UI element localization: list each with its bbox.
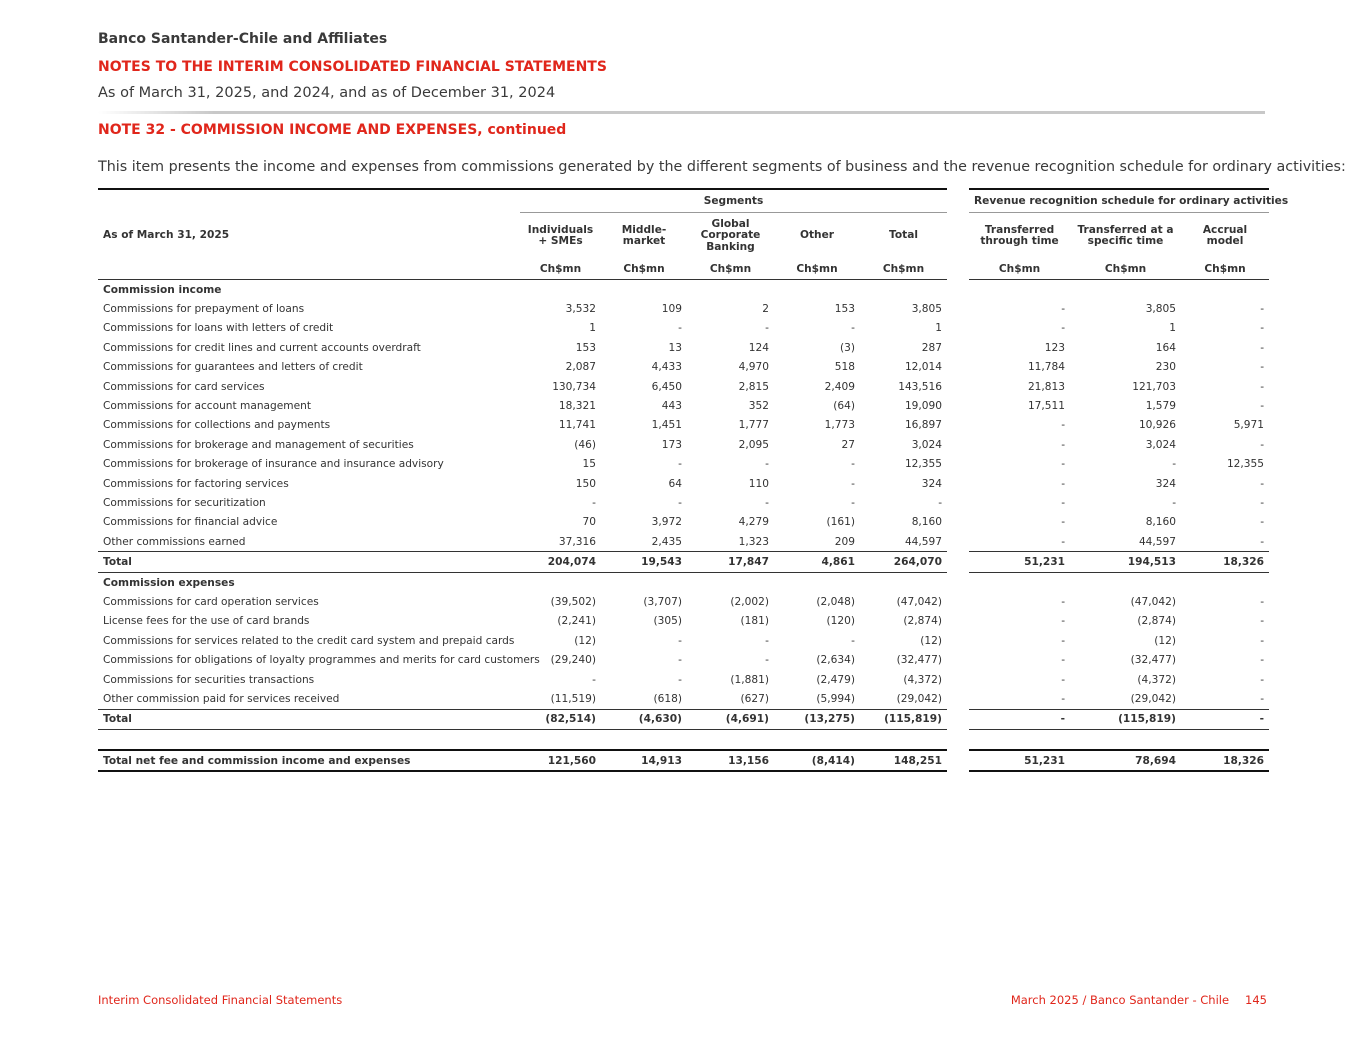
row-label: Total (98, 552, 520, 572)
cell-value: 123 (1044, 341, 1066, 354)
cell-value: (29,240) (550, 654, 596, 667)
cell-value: 64 (668, 477, 682, 490)
expense-row (98, 592, 1269, 611)
cell-value: (39,502) (550, 595, 596, 608)
cell-value: - (851, 634, 855, 647)
cell-value: 1,777 (738, 419, 769, 432)
column-gap (947, 670, 969, 689)
row-label: Commissions for financial advice (103, 516, 278, 529)
cell-value: 11,784 (1027, 361, 1066, 374)
group-header-blank (98, 189, 520, 213)
unit-label: Ch$mn (1070, 259, 1181, 280)
cell-value: 324 (1155, 477, 1177, 490)
cell-value: 78,694 (1070, 750, 1181, 771)
cell-value: 518 (834, 361, 855, 374)
cell-value: 2,095 (738, 438, 769, 451)
cell-value: 209 (834, 535, 855, 548)
cell-value: (46) (574, 438, 596, 451)
cell-value: 51,231 (969, 750, 1070, 771)
cell-value: (115,819) (860, 709, 947, 729)
expense-row (98, 670, 1269, 689)
cell-value: - (1061, 516, 1066, 529)
cell-value: 44,597 (1138, 535, 1177, 548)
cell-value: - (851, 477, 855, 490)
section-filler (520, 280, 1269, 300)
cell-value: 352 (748, 400, 769, 413)
cell-value: 3,972 (651, 516, 682, 529)
cell-value: 1 (589, 322, 596, 335)
cell-value: - (1061, 322, 1066, 335)
cell-value: (3,707) (643, 595, 682, 608)
cell-value: - (1061, 634, 1066, 647)
cell-value: (120) (826, 615, 855, 628)
cell-value: (618) (653, 692, 682, 705)
cell-value: - (592, 496, 596, 509)
cell-value: (32,477) (896, 654, 943, 667)
cell-value: - (938, 496, 943, 509)
cell-value: 124 (748, 341, 769, 354)
note-title: NOTE 32 - COMMISSION INCOME AND EXPENSES, continued (98, 122, 567, 138)
column-gap (947, 455, 969, 474)
as-of-date: As of March 31, 2025, and 2024, and as of December 31, 2024 (98, 85, 556, 101)
cell-value: - (1061, 535, 1066, 548)
income-row (98, 474, 1269, 493)
column-gap (947, 319, 969, 338)
cell-value: - (678, 322, 682, 335)
cell-value: - (851, 322, 855, 335)
cell-value: - (1260, 692, 1265, 705)
cell-value: 4,970 (738, 361, 769, 374)
row-label: Commissions for card operation services (103, 595, 319, 608)
cell-value: (5,994) (816, 692, 855, 705)
cell-value: - (1061, 595, 1066, 608)
cell-value: (64) (833, 400, 855, 413)
cell-value: - (1061, 477, 1066, 490)
cell-value: 2,435 (651, 535, 682, 548)
cell-value: 204,074 (520, 552, 601, 572)
column-gap (947, 396, 969, 415)
cell-value: 37,316 (558, 535, 596, 548)
cell-value: 1,579 (1145, 400, 1177, 413)
cell-value: - (1061, 419, 1066, 432)
section-label: Commission expenses (103, 576, 235, 589)
cell-value: 1,323 (738, 535, 769, 548)
cell-value: - (1260, 380, 1265, 393)
cell-value: 2,815 (738, 380, 769, 393)
column-gap (947, 689, 969, 709)
cell-value: (12) (920, 634, 943, 647)
column-gap (947, 750, 969, 771)
cell-value: 1 (1169, 322, 1177, 335)
row-label: Total net fee and commission income and expenses (98, 750, 520, 771)
cell-value: (8,414) (774, 750, 860, 771)
cell-value: 121,560 (520, 750, 601, 771)
income-row (98, 377, 1269, 396)
cell-value: 1,451 (651, 419, 682, 432)
cell-value: - (1260, 322, 1265, 335)
cell-value: 153 (834, 303, 855, 316)
column-header: Total (889, 229, 918, 242)
footer-publication: March 2025 / Banco Santander - Chile (1010, 993, 1230, 1007)
cell-value: - (765, 458, 769, 471)
cell-value: 173 (661, 438, 682, 451)
income-row (98, 338, 1269, 357)
cell-value: 14,913 (601, 750, 687, 771)
cell-value: (2,241) (557, 615, 596, 628)
row-label: Commissions for credit lines and current accounts overdraft (103, 341, 421, 354)
column-header: Transferred through time (980, 223, 1059, 247)
expense-row (98, 612, 1269, 631)
cell-value: 443 (661, 400, 682, 413)
cell-value: - (1260, 595, 1265, 608)
cell-value: 3,805 (1145, 303, 1177, 316)
page-number: 145 (1245, 993, 1267, 1007)
cell-value: 16,897 (904, 419, 943, 432)
cell-value: 287 (921, 341, 943, 354)
column-gap (947, 552, 969, 572)
column-gap (947, 612, 969, 631)
cell-value: 12,355 (904, 458, 943, 471)
cell-value: - (1260, 341, 1265, 354)
notes-title: NOTES TO THE INTERIM CONSOLIDATED FINANCIAL STATEMENTS (98, 59, 607, 75)
cell-value: 3,805 (911, 303, 943, 316)
cell-value: (12) (574, 634, 596, 647)
cell-value: - (1061, 496, 1066, 509)
cell-value: - (1172, 458, 1177, 471)
column-header: Middle-market (621, 223, 667, 247)
cell-value: - (1260, 477, 1265, 490)
cell-value: (181) (740, 615, 769, 628)
cell-value: 194,513 (1070, 552, 1181, 572)
cell-value: 18,321 (558, 400, 596, 413)
column-gap (947, 213, 969, 260)
cell-value: - (1260, 634, 1265, 647)
cell-value: - (1260, 400, 1265, 413)
cell-value: 148,251 (860, 750, 947, 771)
cell-value: 153 (575, 341, 596, 354)
income-row (98, 532, 1269, 552)
expense-row (98, 631, 1269, 650)
income-row (98, 493, 1269, 512)
cell-value: - (1260, 654, 1265, 667)
column-gap (947, 358, 969, 377)
cell-value: 2,409 (824, 380, 855, 393)
cell-value: - (1260, 496, 1265, 509)
unit-label: Ch$mn (774, 259, 860, 280)
row-label: Commissions for brokerage of insurance and insurance advisory (103, 458, 444, 471)
row-label: Commissions for guarantees and letters of credit (103, 361, 363, 374)
row-label: Commissions for services related to the credit card system and prepaid cards (103, 634, 515, 647)
row-label: Total (98, 709, 520, 729)
row-label: Commissions for account management (103, 400, 311, 413)
cell-value: 70 (582, 516, 596, 529)
cell-value: 11,741 (558, 419, 596, 432)
footer-left: Interim Consolidated Financial Statements (98, 993, 343, 1007)
cell-value: (305) (653, 615, 682, 628)
cell-value: - (1260, 516, 1265, 529)
column-header: Transferred at a specific time (1077, 223, 1174, 247)
unit-label: Ch$mn (687, 259, 774, 280)
cell-value: 324 (921, 477, 943, 490)
company-name: Banco Santander-Chile and Affiliates (98, 31, 388, 47)
cell-value: 8,160 (911, 516, 943, 529)
section-filler (520, 572, 1269, 592)
cell-value: 18,326 (1181, 552, 1269, 572)
cell-value: (4,372) (1137, 673, 1177, 686)
cell-value: 10,926 (1138, 419, 1177, 432)
cell-value: 15 (582, 458, 596, 471)
cell-value: (115,819) (1070, 709, 1181, 729)
column-gap (947, 474, 969, 493)
cell-value: 164 (1155, 341, 1177, 354)
column-gap (947, 513, 969, 532)
cell-value: (29,042) (896, 692, 943, 705)
column-gap (947, 416, 969, 435)
cell-value: - (1061, 303, 1066, 316)
cell-value: - (851, 458, 855, 471)
cell-value: (627) (740, 692, 769, 705)
cell-value: - (1260, 303, 1265, 316)
segments-group-header: Segments (520, 189, 947, 213)
row-label: Commissions for factoring services (103, 477, 289, 490)
row-label: Other commissions earned (103, 535, 246, 548)
income-row (98, 513, 1269, 532)
cell-value: (29,042) (1130, 692, 1177, 705)
cell-value: 19,543 (601, 552, 687, 572)
row-label: License fees for the use of card brands (103, 615, 310, 628)
cell-value: 109 (661, 303, 682, 316)
cell-value: 8,160 (1145, 516, 1177, 529)
cell-value: 44,597 (904, 535, 943, 548)
cell-value: 12,355 (1226, 458, 1265, 471)
cell-value: - (678, 654, 682, 667)
income-row (98, 455, 1269, 474)
income-row (98, 435, 1269, 454)
row-label: Commissions for securitization (103, 496, 266, 509)
cell-value: 2 (762, 303, 769, 316)
cell-value: 13,156 (687, 750, 774, 771)
cell-value: (4,691) (687, 709, 774, 729)
cell-value: - (1260, 361, 1265, 374)
unit-label: Ch$mn (969, 259, 1070, 280)
column-header-row (98, 213, 1269, 260)
row-label: Commissions for loans with letters of credit (103, 322, 334, 335)
expense-total-row (98, 709, 1269, 729)
income-row (98, 299, 1269, 318)
unit-row (98, 259, 1269, 280)
cell-value: 5,971 (1233, 419, 1265, 432)
unit-label: Ch$mn (1181, 259, 1269, 280)
column-header: Individuals + SMEs (527, 223, 594, 247)
group-header-row (98, 189, 1269, 213)
grand-total-row (98, 750, 1269, 771)
column-gap (947, 709, 969, 729)
row-label: Commissions for brokerage and management of securities (103, 438, 414, 451)
cell-value: 3,532 (565, 303, 596, 316)
cell-value: - (1260, 438, 1265, 451)
cell-value: - (678, 673, 682, 686)
column-header: Accrual model (1202, 223, 1248, 247)
cell-value: - (851, 496, 855, 509)
cell-value: (2,634) (816, 654, 855, 667)
unit-label: Ch$mn (601, 259, 687, 280)
cell-value: 12,014 (904, 361, 943, 374)
period-label: As of March 31, 2025 (103, 229, 230, 241)
cell-value: 1 (935, 322, 943, 335)
cell-value: 230 (1155, 361, 1177, 374)
cell-value: - (1260, 673, 1265, 686)
row-label: Commissions for prepayment of loans (103, 303, 305, 316)
income-total-row (98, 552, 1269, 572)
cell-value: (161) (826, 516, 855, 529)
cell-value: - (765, 634, 769, 647)
cell-value: - (678, 496, 682, 509)
cell-value: - (969, 709, 1070, 729)
column-gap (947, 377, 969, 396)
table-body (98, 280, 1269, 772)
cell-value: - (1061, 673, 1066, 686)
cell-value: - (678, 458, 682, 471)
column-gap (947, 338, 969, 357)
cell-value: 110 (748, 477, 769, 490)
cell-value: - (1061, 615, 1066, 628)
cell-value: 4,279 (738, 516, 769, 529)
row-label: Commissions for card services (103, 380, 265, 393)
column-gap (947, 299, 969, 318)
cell-value: (32,477) (1130, 654, 1177, 667)
cell-value: 21,813 (1027, 380, 1066, 393)
column-header: Global Corporate Banking (700, 217, 761, 253)
cell-value: (3) (839, 341, 855, 354)
cell-value: (47,042) (1130, 595, 1177, 608)
column-gap (947, 592, 969, 611)
cell-value: 51,231 (969, 552, 1070, 572)
cell-value: - (1061, 458, 1066, 471)
cell-value: (82,514) (520, 709, 601, 729)
cell-value: 130,734 (552, 380, 596, 393)
cell-value: 1,773 (824, 419, 855, 432)
cell-value: 3,024 (1145, 438, 1177, 451)
cell-value: 6,450 (651, 380, 682, 393)
income-row (98, 358, 1269, 377)
row-label: Commissions for obligations of loyalty programmes and merits for card customers (103, 654, 540, 667)
expense-row (98, 689, 1269, 709)
cell-value: - (1061, 654, 1066, 667)
cell-value: - (1061, 692, 1066, 705)
cell-value: 264,070 (860, 552, 947, 572)
cell-value: - (765, 322, 769, 335)
column-gap (947, 631, 969, 650)
cell-value: (47,042) (896, 595, 943, 608)
unit-blank (98, 259, 520, 280)
cell-value: (2,874) (903, 615, 943, 628)
cell-value: 4,861 (774, 552, 860, 572)
cell-value: (4,630) (601, 709, 687, 729)
row-label: Other commission paid for services received (103, 692, 340, 705)
header-divider (98, 111, 1265, 114)
cell-value: (2,048) (816, 595, 855, 608)
column-header: Other (799, 229, 835, 242)
cell-value: - (765, 496, 769, 509)
cell-value: 3,024 (911, 438, 943, 451)
cell-value: (4,372) (903, 673, 943, 686)
column-gap (947, 435, 969, 454)
cell-value: - (678, 634, 682, 647)
expense-section-header (98, 572, 1269, 592)
cell-value: 19,090 (904, 400, 943, 413)
commission-table (98, 188, 1289, 772)
cell-value: - (1061, 438, 1066, 451)
cell-value: 150 (575, 477, 596, 490)
cell-value: (1,881) (730, 673, 769, 686)
cell-value: (12) (1154, 634, 1177, 647)
cell-value: (11,519) (550, 692, 596, 705)
unit-label: Ch$mn (520, 259, 601, 280)
income-section-header (98, 280, 1269, 300)
cell-value: - (592, 673, 596, 686)
income-row (98, 416, 1269, 435)
intro-paragraph: This item presents the income and expenses from commissions generated by the different segments of business and the revenue recognition schedule for ordinary activities: (98, 159, 1346, 175)
cell-value: - (1172, 496, 1177, 509)
cell-value: - (1260, 535, 1265, 548)
cell-value: (2,479) (816, 673, 855, 686)
revenue-group-header: Revenue recognition schedule for ordinary activities (969, 189, 1269, 213)
expense-row (98, 650, 1269, 669)
footer-right (1011, 993, 1267, 1007)
section-label: Commission income (103, 283, 222, 296)
income-row (98, 319, 1269, 338)
cell-value: 2,087 (565, 361, 596, 374)
column-gap (947, 493, 969, 512)
spacer-row (98, 729, 1269, 750)
cell-value: - (1260, 615, 1265, 628)
income-row (98, 396, 1269, 415)
cell-value: 17,847 (687, 552, 774, 572)
cell-value: 143,516 (898, 380, 943, 393)
cell-value: - (765, 654, 769, 667)
cell-value: 13 (668, 341, 682, 354)
column-gap (947, 532, 969, 552)
cell-value: - (1181, 709, 1269, 729)
unit-label: Ch$mn (860, 259, 947, 280)
column-gap (947, 259, 969, 280)
cell-value: 4,433 (651, 361, 682, 374)
cell-value: 27 (841, 438, 855, 451)
cell-value: 17,511 (1027, 400, 1066, 413)
column-gap (947, 650, 969, 669)
cell-value: (13,275) (774, 709, 860, 729)
cell-value: 121,703 (1132, 380, 1177, 393)
column-gap (947, 189, 969, 213)
row-label: Commissions for securities transactions (103, 673, 315, 686)
cell-value: (2,002) (730, 595, 769, 608)
cell-value: (2,874) (1137, 615, 1177, 628)
row-label: Commissions for collections and payments (103, 419, 331, 432)
spacer-cell (98, 729, 1269, 750)
cell-value: 18,326 (1181, 750, 1269, 771)
